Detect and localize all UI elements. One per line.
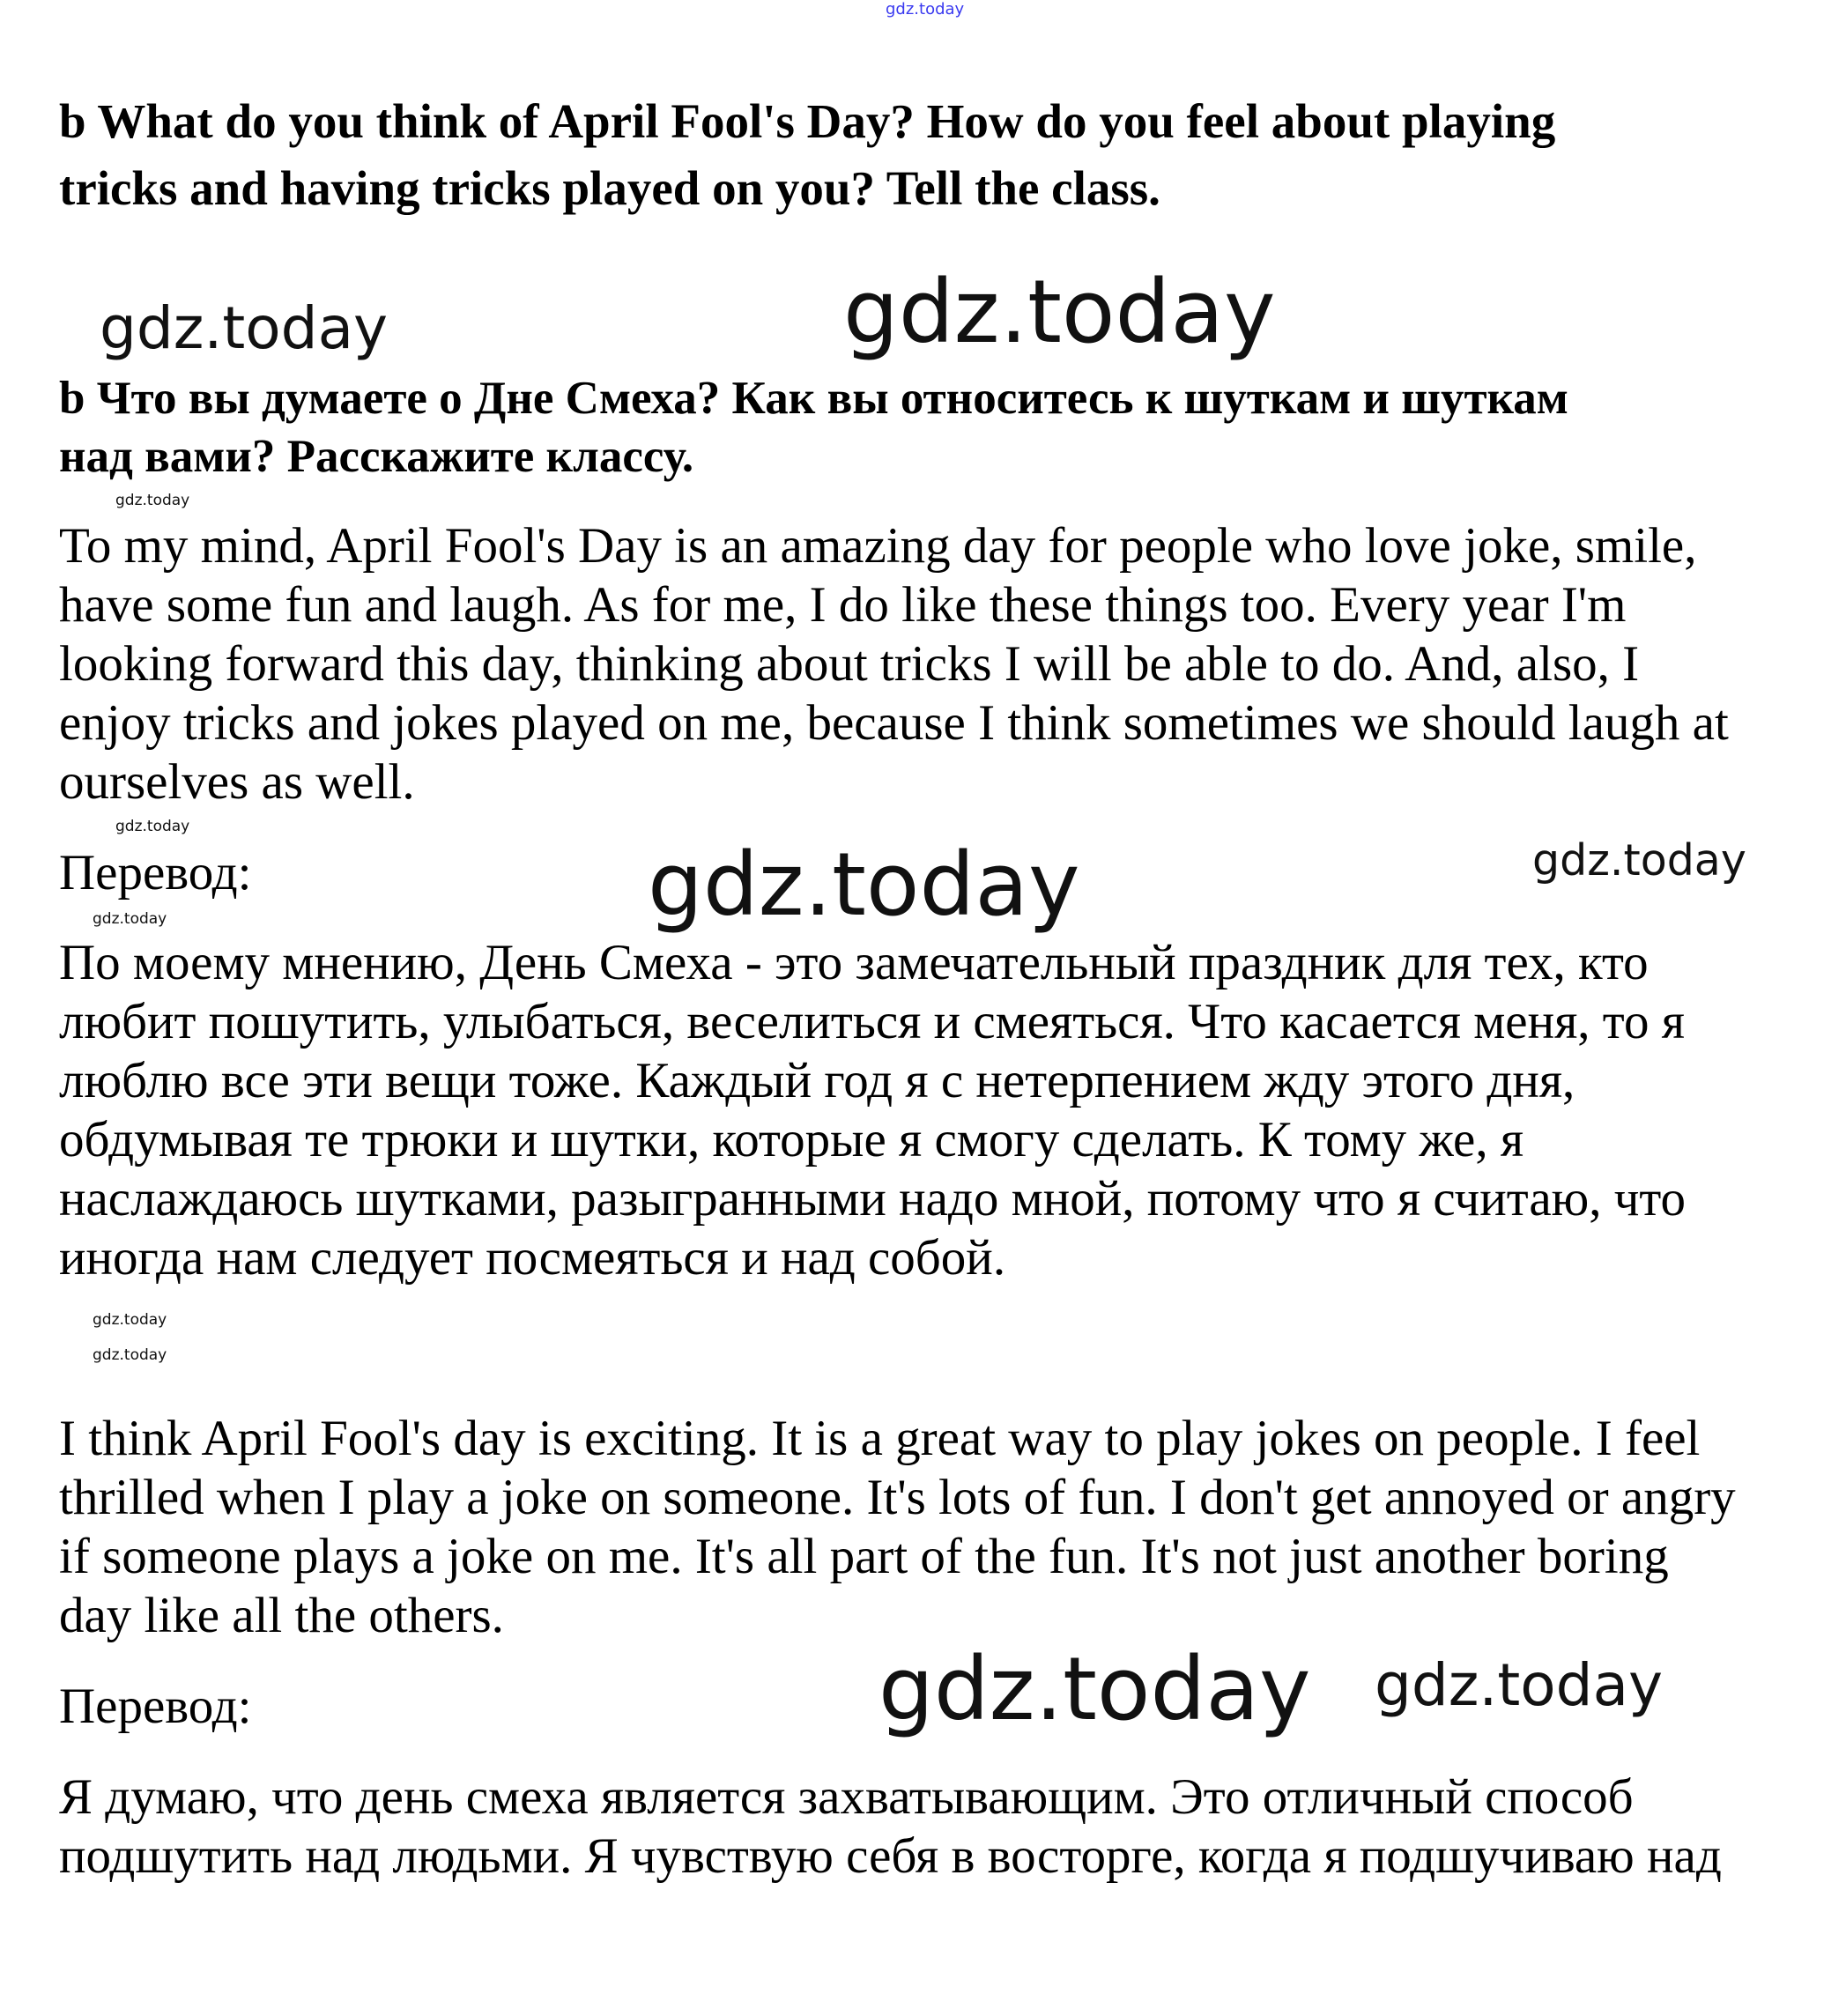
- text-line: enjoy tricks and jokes played on me, because I think sometimes we should laugh at: [59, 695, 1729, 751]
- text-line: looking forward this day, thinking about tricks I will be able to do. And, also, I: [59, 636, 1640, 692]
- text-line: b What do you think of April Fool's Day? How do you feel about playing: [59, 94, 1556, 148]
- watermark: gdz.today: [648, 834, 1080, 936]
- text-line: иногда нам следует посмеяться и над собой.: [59, 1230, 1006, 1286]
- text-line: наслаждаюсь шутками, разыгранными надо мной, потому что я считаю, что: [59, 1171, 1687, 1227]
- text-line: b Что вы думаете о Дне Смеха? Как вы относитесь к шуткам и шуткам: [59, 373, 1568, 424]
- watermark: gdz.today: [886, 0, 965, 19]
- text-line: To my mind, April Fool's Day is an amazing day for people who love joke, smile,: [59, 518, 1697, 574]
- watermark: gdz.today: [93, 1311, 167, 1329]
- translation-label: Перевод:: [59, 845, 252, 901]
- watermark: gdz.today: [115, 818, 190, 835]
- question-english: [59, 88, 1555, 222]
- watermark: gdz.today: [843, 262, 1276, 363]
- watermark: gdz.today: [1375, 1651, 1664, 1719]
- answer1-russian: [59, 933, 1686, 1287]
- text-line: I think April Fool's day is exciting. It is a great way to play jokes on people. I feel: [59, 1411, 1701, 1466]
- watermark: gdz.today: [879, 1639, 1311, 1740]
- question-russian: [59, 369, 1568, 485]
- text-line: have some fun and laugh. As for me, I do like these things too. Every year I'm: [59, 577, 1627, 633]
- text-line: Я думаю, что день смеха является захватывающим. Это отличный способ: [59, 1769, 1634, 1825]
- text-line: if someone plays a joke on me. It's all part of the fun. It's not just another boring: [59, 1529, 1669, 1584]
- text-line: ourselves as well.: [59, 754, 415, 810]
- watermark: gdz.today: [1532, 835, 1746, 886]
- text-line: обдумывая те трюки и шутки, которые я смогу сделать. К тому же, я: [59, 1112, 1524, 1167]
- watermark: gdz.today: [100, 294, 389, 362]
- watermark: gdz.today: [93, 910, 167, 928]
- text-line: над вами? Расскажите классу.: [59, 431, 694, 482]
- text-line: thrilled when I play a joke on someone. It's lots of fun. I don't get annoyed or angry: [59, 1470, 1736, 1525]
- answer2-russian: [59, 1768, 1722, 1886]
- text-line: day like all the others.: [59, 1588, 504, 1643]
- answer2-english: [59, 1409, 1736, 1645]
- text-line: любит пошутить, улыбаться, веселиться и смеяться. Что касается меня, то я: [59, 994, 1685, 1049]
- translation-label: Перевод:: [59, 1679, 252, 1734]
- text-line: подшутить над людьми. Я чувствую себя в восторге, когда я подшучиваю над: [59, 1828, 1722, 1884]
- answer1-english: [59, 516, 1729, 812]
- text-line: tricks and having tricks played on you? Tell the class.: [59, 161, 1160, 215]
- text-line: люблю все эти вещи тоже. Каждый год я с нетерпением жду этого дня,: [59, 1053, 1575, 1108]
- watermark: gdz.today: [115, 492, 190, 509]
- watermark: gdz.today: [93, 1346, 167, 1364]
- text-line: По моему мнению, День Смеха - это замечательный праздник для тех, кто: [59, 935, 1649, 990]
